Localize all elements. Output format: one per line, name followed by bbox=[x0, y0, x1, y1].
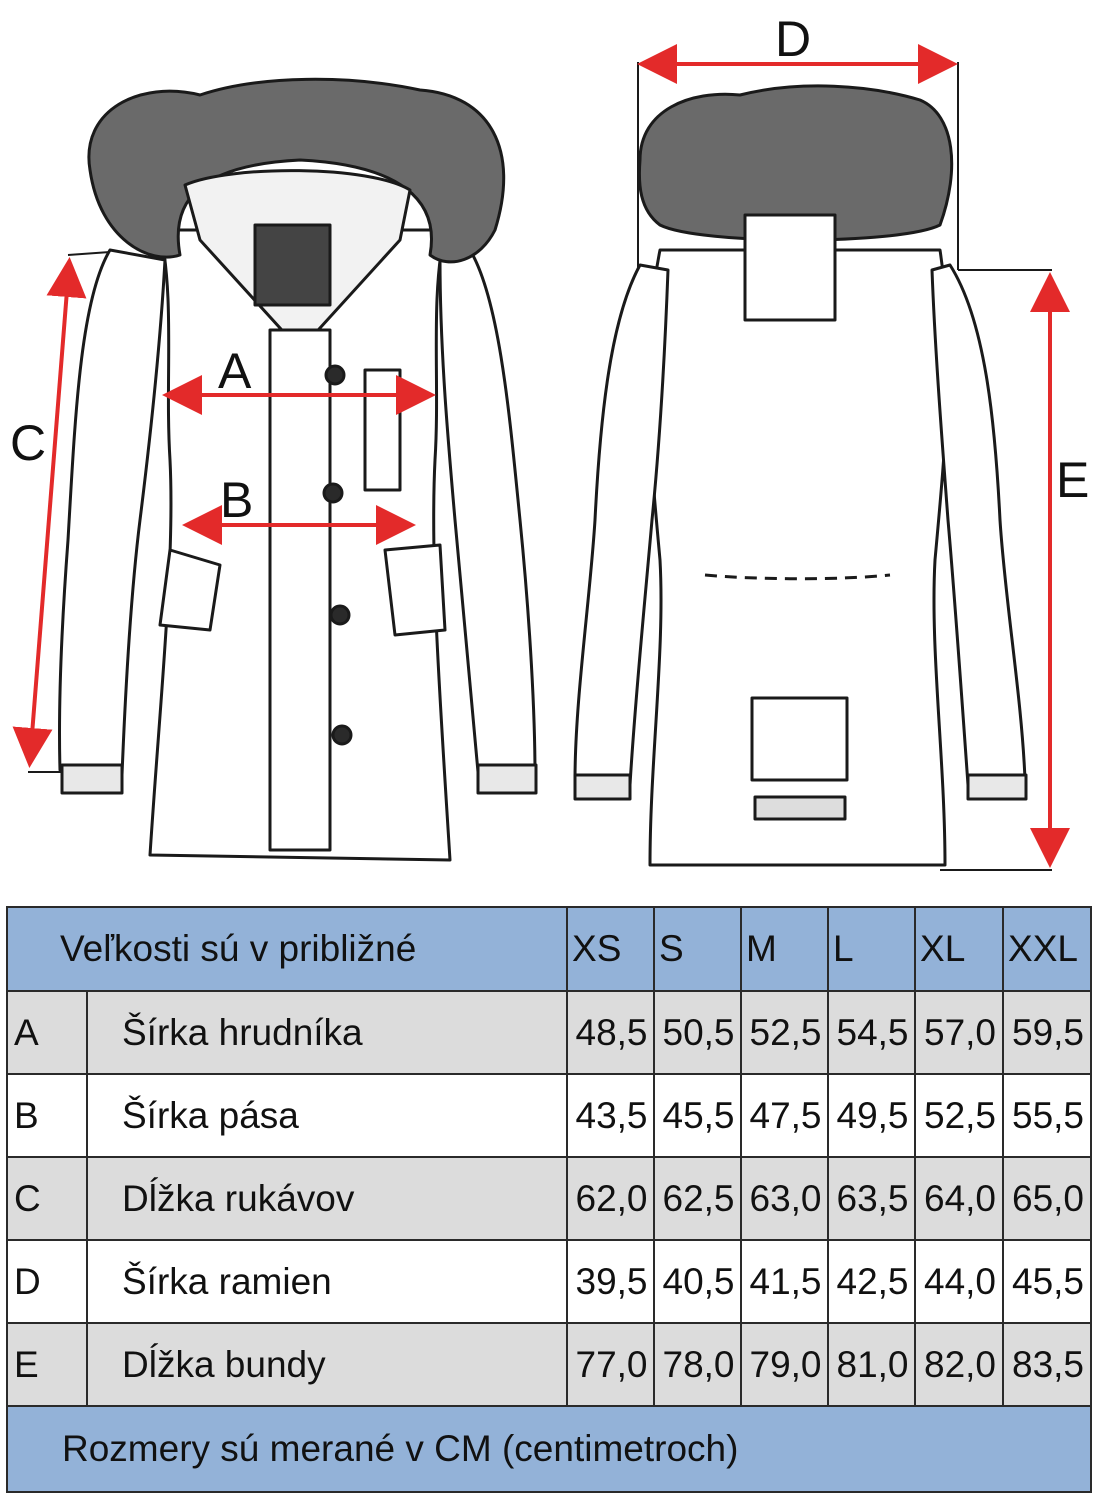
row-value: 43,5 bbox=[567, 1074, 654, 1157]
footer-note: Rozmery sú merané v CM (centimetroch) bbox=[7, 1406, 1091, 1492]
row-value: 55,5 bbox=[1003, 1074, 1091, 1157]
row-name: Šírka hrudníka bbox=[87, 991, 567, 1074]
row-value: 62,5 bbox=[654, 1157, 741, 1240]
label-b: B bbox=[220, 472, 254, 528]
front-left-cuff bbox=[62, 765, 122, 793]
row-value: 47,5 bbox=[741, 1074, 828, 1157]
back-left-sleeve bbox=[575, 265, 668, 785]
row-letter: D bbox=[7, 1240, 87, 1323]
row-name: Šírka pása bbox=[87, 1074, 567, 1157]
size-header: S bbox=[654, 907, 741, 991]
front-left-pocket bbox=[160, 550, 220, 630]
back-brand-plate bbox=[755, 797, 845, 819]
back-left-cuff bbox=[575, 775, 630, 799]
row-value: 83,5 bbox=[1003, 1323, 1091, 1406]
front-chest-pocket bbox=[365, 370, 400, 490]
front-right-sleeve bbox=[440, 250, 535, 775]
label-c: C bbox=[10, 415, 47, 471]
size-header: XXL bbox=[1003, 907, 1091, 991]
row-value: 59,5 bbox=[1003, 991, 1091, 1074]
row-value: 64,0 bbox=[915, 1157, 1003, 1240]
row-value: 45,5 bbox=[654, 1074, 741, 1157]
size-header: M bbox=[741, 907, 828, 991]
row-value: 62,0 bbox=[567, 1157, 654, 1240]
row-value: 42,5 bbox=[828, 1240, 915, 1323]
row-value: 54,5 bbox=[828, 991, 915, 1074]
row-value: 40,5 bbox=[654, 1240, 741, 1323]
row-value: 41,5 bbox=[741, 1240, 828, 1323]
size-header: XL bbox=[915, 907, 1003, 991]
row-value: 48,5 bbox=[567, 991, 654, 1074]
row-value: 39,5 bbox=[567, 1240, 654, 1323]
row-value: 78,0 bbox=[654, 1323, 741, 1406]
front-button bbox=[333, 726, 351, 744]
row-name: Šírka ramien bbox=[87, 1240, 567, 1323]
row-value: 65,0 bbox=[1003, 1157, 1091, 1240]
row-name: Dĺžka bundy bbox=[87, 1323, 567, 1406]
row-value: 63,0 bbox=[741, 1157, 828, 1240]
row-value: 79,0 bbox=[741, 1323, 828, 1406]
back-right-sleeve bbox=[932, 265, 1025, 785]
table-row bbox=[7, 1323, 1091, 1406]
jacket-front-view bbox=[59, 79, 536, 860]
row-value: 52,5 bbox=[915, 1074, 1003, 1157]
row-value: 49,5 bbox=[828, 1074, 915, 1157]
front-button bbox=[331, 606, 349, 624]
table-row bbox=[7, 1240, 1091, 1323]
back-right-cuff bbox=[968, 775, 1026, 799]
row-value: 63,5 bbox=[828, 1157, 915, 1240]
row-value: 57,0 bbox=[915, 991, 1003, 1074]
row-value: 44,0 bbox=[915, 1240, 1003, 1323]
size-table bbox=[6, 906, 1092, 1493]
measure-c-guide bbox=[68, 252, 110, 255]
table-row bbox=[7, 991, 1091, 1074]
size-header: XS bbox=[567, 907, 654, 991]
back-hood-panel bbox=[745, 215, 835, 320]
table-row bbox=[7, 1074, 1091, 1157]
row-letter: E bbox=[7, 1323, 87, 1406]
row-value: 50,5 bbox=[654, 991, 741, 1074]
back-logo-patch bbox=[752, 698, 847, 780]
label-e: E bbox=[1056, 452, 1090, 508]
row-value: 52,5 bbox=[741, 991, 828, 1074]
front-label-plate bbox=[255, 225, 330, 305]
front-left-sleeve bbox=[59, 250, 165, 775]
table-header-row bbox=[7, 907, 1091, 991]
front-right-pocket bbox=[385, 545, 445, 635]
row-name: Dĺžka rukávov bbox=[87, 1157, 567, 1240]
front-button bbox=[324, 484, 342, 502]
front-right-cuff bbox=[478, 765, 536, 793]
header-label: Veľkosti sú v približné bbox=[7, 907, 567, 991]
row-letter: A bbox=[7, 991, 87, 1074]
row-value: 82,0 bbox=[915, 1323, 1003, 1406]
row-value: 81,0 bbox=[828, 1323, 915, 1406]
table-footer-row bbox=[7, 1406, 1091, 1492]
front-placket bbox=[270, 330, 330, 850]
table-row bbox=[7, 1157, 1091, 1240]
front-button bbox=[326, 366, 344, 384]
size-header: L bbox=[828, 907, 915, 991]
row-letter: C bbox=[7, 1157, 87, 1240]
label-a: A bbox=[218, 343, 252, 399]
row-letter: B bbox=[7, 1074, 87, 1157]
row-value: 45,5 bbox=[1003, 1240, 1091, 1323]
label-d: D bbox=[775, 11, 812, 67]
row-value: 77,0 bbox=[567, 1323, 654, 1406]
